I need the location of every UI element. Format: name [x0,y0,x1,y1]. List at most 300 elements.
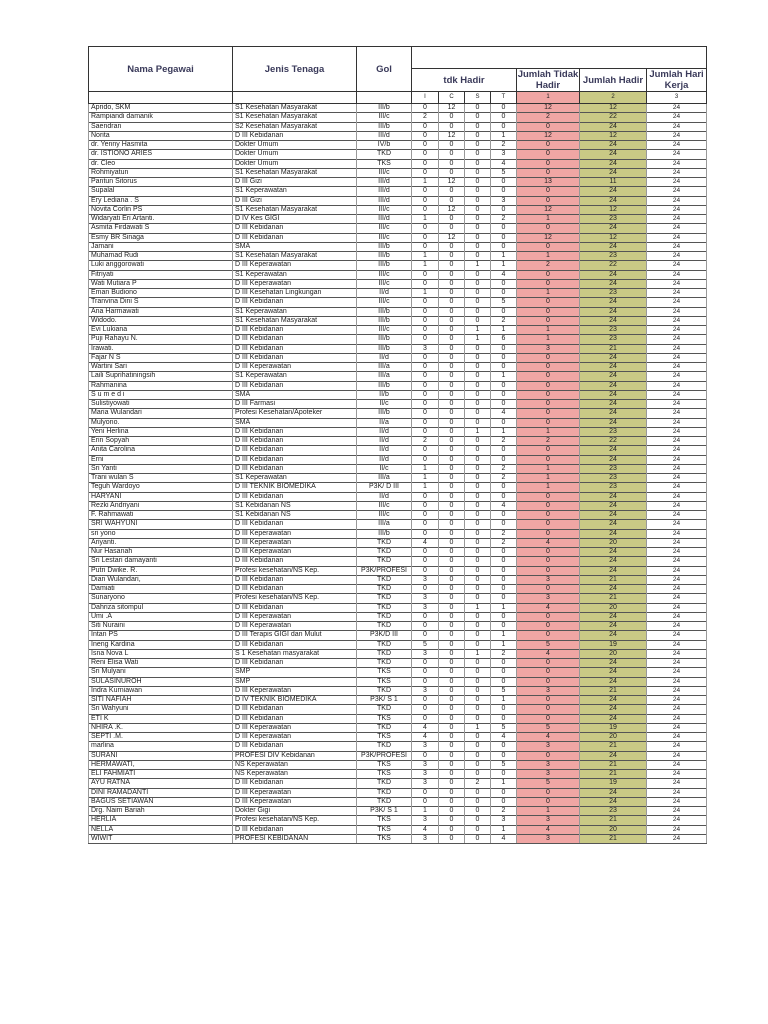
table-row [89,261,707,270]
count-i: 0 [412,585,439,594]
job-type: D III Keperawatan [233,538,357,547]
grade: TKD [357,538,412,547]
count-i: 0 [412,168,439,177]
job-type: S1 Kebidanan NS [233,501,357,510]
employee-name: Puji Rahayu N. [89,335,233,344]
count-c: 0 [439,113,465,122]
count-s: 0 [465,714,491,723]
work-days: 24 [647,131,707,140]
grade: TKD [357,150,412,159]
table-row [89,797,707,806]
grade: TKS [357,825,412,834]
table-row [89,816,707,825]
count-s: 0 [465,409,491,418]
grade: III/a [357,474,412,483]
total-present: 12 [580,233,647,242]
grade: TKD [357,585,412,594]
table-row [89,751,707,760]
total-present: 24 [580,168,647,177]
count-t: 0 [491,622,517,631]
total-absent: 0 [517,548,580,557]
total-present: 24 [580,187,647,196]
work-days: 24 [647,279,707,288]
employee-name: Fitriyati [89,270,233,279]
work-days: 24 [647,714,707,723]
total-present: 24 [580,353,647,362]
count-c: 0 [439,363,465,372]
count-c: 0 [439,566,465,575]
count-t: 0 [491,566,517,575]
employee-name: Yeni Herlina [89,427,233,436]
employee-name: Sulistiyowati [89,400,233,409]
table-row [89,131,707,140]
count-i: 0 [412,372,439,381]
job-type: D III Kebidanan [233,427,357,436]
job-type: S1 Kesehatan Masyarakat [233,113,357,122]
total-present: 19 [580,723,647,732]
total-present: 12 [580,104,647,113]
count-t: 5 [491,760,517,769]
work-days: 24 [647,316,707,325]
table-row [89,141,707,150]
employee-name: Evi Lukiana [89,326,233,335]
grade: III/a [357,363,412,372]
count-c: 0 [439,298,465,307]
grade: III/b [357,104,412,113]
table-row [89,733,707,742]
grade: TKD [357,594,412,603]
count-i: 0 [412,316,439,325]
count-c: 0 [439,649,465,658]
total-absent: 0 [517,797,580,806]
table-body [89,104,707,844]
count-t: 0 [491,668,517,677]
count-t: 0 [491,242,517,251]
work-days: 24 [647,520,707,529]
work-days: 24 [647,418,707,427]
total-absent: 0 [517,501,580,510]
count-t: 0 [491,205,517,214]
employee-name: Rahmanina [89,381,233,390]
count-t: 1 [491,696,517,705]
header-sub-total: 1 [517,92,580,104]
grade: III/b [357,335,412,344]
header-gol: Gol [357,47,412,92]
job-type: D III Kebidanan [233,603,357,612]
count-s: 0 [465,760,491,769]
count-c: 0 [439,538,465,547]
employee-name: NELLA [89,825,233,834]
count-i: 3 [412,779,439,788]
job-type: S1 Kesehatan Masyarakat [233,252,357,261]
grade: P3K/D III [357,631,412,640]
count-i: 0 [412,131,439,140]
count-i: 0 [412,446,439,455]
count-s: 0 [465,825,491,834]
count-c: 0 [439,492,465,501]
count-c: 0 [439,400,465,409]
total-absent: 0 [517,705,580,714]
work-days: 24 [647,307,707,316]
total-absent: 0 [517,224,580,233]
count-i: 0 [412,242,439,251]
count-t: 3 [491,150,517,159]
employee-name: Trani wulan S [89,474,233,483]
count-i: 2 [412,113,439,122]
count-i: 3 [412,344,439,353]
job-type: D III Kebidanan [233,224,357,233]
job-type: D III Kebidanan [233,557,357,566]
count-s: 0 [465,233,491,242]
count-s: 0 [465,511,491,520]
table-row [89,668,707,677]
header-sub-c: C [439,92,465,104]
employee-name: Ana Harmawati [89,307,233,316]
job-type: D III Kebidanan [233,335,357,344]
count-t: 2 [491,316,517,325]
employee-name: marlina [89,742,233,751]
count-t: 1 [491,372,517,381]
grade: II/d [357,427,412,436]
work-days: 24 [647,557,707,566]
count-i: 0 [412,455,439,464]
work-days: 24 [647,261,707,270]
count-t: 0 [491,594,517,603]
work-days: 24 [647,612,707,621]
count-i: 3 [412,575,439,584]
count-t: 0 [491,418,517,427]
count-s: 0 [465,270,491,279]
count-i: 0 [412,668,439,677]
count-s: 0 [465,483,491,492]
total-absent: 12 [517,233,580,242]
employee-name: Widaryati Eri Artanti. [89,215,233,224]
count-s: 1 [465,723,491,732]
count-t: 0 [491,104,517,113]
total-present: 23 [580,483,647,492]
grade: III/c [357,326,412,335]
count-i: 0 [412,797,439,806]
total-present: 21 [580,575,647,584]
job-type: S1 Kesehatan Masyarakat [233,205,357,214]
total-absent: 1 [517,335,580,344]
work-days: 24 [647,381,707,390]
count-s: 0 [465,168,491,177]
table-row [89,168,707,177]
count-c: 0 [439,659,465,668]
total-absent: 0 [517,242,580,251]
total-absent: 2 [517,437,580,446]
total-present: 22 [580,437,647,446]
job-type: SMP [233,677,357,686]
employee-name: HERMAWATI, [89,760,233,769]
job-type: D III Keperawatan [233,797,357,806]
employee-name: WIWIT [89,834,233,843]
count-s: 0 [465,612,491,621]
count-i: 0 [412,390,439,399]
employee-name: Reni Elisa Wati [89,659,233,668]
count-t: 6 [491,335,517,344]
count-i: 0 [412,409,439,418]
job-type: D III Kebidanan [233,520,357,529]
count-i: 3 [412,816,439,825]
grade: TKS [357,668,412,677]
total-present: 20 [580,825,647,834]
table-row [89,150,707,159]
count-s: 0 [465,363,491,372]
job-type: D III Kebidanan [233,455,357,464]
count-c: 0 [439,326,465,335]
grade: TKD [357,788,412,797]
employee-name: Damiati [89,585,233,594]
grade: TKS [357,770,412,779]
table-row [89,538,707,547]
job-type: Profesi kesehatan/NS Kep. [233,816,357,825]
work-days: 24 [647,224,707,233]
count-i: 0 [412,677,439,686]
total-absent: 3 [517,834,580,843]
count-i: 0 [412,279,439,288]
employee-name: S u m e d i [89,390,233,399]
grade: TKD [357,622,412,631]
total-absent: 0 [517,511,580,520]
count-t: 0 [491,279,517,288]
employee-name: dr. Yenny Hasmita [89,141,233,150]
count-t: 2 [491,141,517,150]
employee-name: Widodo. [89,316,233,325]
table-row [89,659,707,668]
table-row [89,548,707,557]
employee-name: Laili Suprihatiningsih [89,372,233,381]
count-c: 0 [439,381,465,390]
count-t: 1 [491,261,517,270]
table-row [89,446,707,455]
count-c: 0 [439,372,465,381]
total-present: 24 [580,797,647,806]
employee-name: Sri Wahyuni [89,705,233,714]
job-type: SMA [233,242,357,251]
count-i: 0 [412,501,439,510]
work-days: 24 [647,215,707,224]
table-row [89,714,707,723]
count-c: 0 [439,159,465,168]
attendance-table [88,46,707,844]
count-c: 0 [439,418,465,427]
count-c: 0 [439,686,465,695]
table-row [89,252,707,261]
count-s: 0 [465,242,491,251]
count-t: 0 [491,770,517,779]
count-i: 5 [412,640,439,649]
grade: III/b [357,122,412,131]
count-s: 0 [465,816,491,825]
count-s: 1 [465,649,491,658]
job-type: D III Kebidanan [233,353,357,362]
total-absent: 12 [517,131,580,140]
work-days: 24 [647,233,707,242]
grade: P3K/PROFESI [357,751,412,760]
count-t: 0 [491,307,517,316]
count-s: 0 [465,797,491,806]
count-s: 0 [465,686,491,695]
total-absent: 4 [517,603,580,612]
work-days: 24 [647,326,707,335]
count-s: 0 [465,353,491,362]
job-type: D III Keperawatan [233,622,357,631]
count-s: 1 [465,326,491,335]
work-days: 24 [647,446,707,455]
count-i: 0 [412,307,439,316]
employee-name: Erin Sopyah [89,437,233,446]
work-days: 24 [647,742,707,751]
work-days: 24 [647,594,707,603]
count-s: 0 [465,659,491,668]
total-present: 24 [580,501,647,510]
job-type: D III Kesehatan Lingkungan [233,289,357,298]
count-t: 1 [491,427,517,436]
table-row [89,566,707,575]
count-c: 0 [439,742,465,751]
count-t: 5 [491,168,517,177]
total-absent: 1 [517,215,580,224]
work-days: 24 [647,631,707,640]
count-c: 0 [439,150,465,159]
total-absent: 3 [517,816,580,825]
total-present: 24 [580,400,647,409]
count-t: 0 [491,714,517,723]
work-days: 24 [647,335,707,344]
total-absent: 1 [517,464,580,473]
count-c: 0 [439,270,465,279]
grade: TKD [357,612,412,621]
employee-name: Ariyanti. [89,538,233,547]
grade: TKD [357,603,412,612]
work-days: 24 [647,104,707,113]
count-c: 0 [439,668,465,677]
employee-name: BAGUS SETIAWAN [89,797,233,806]
total-present: 21 [580,770,647,779]
grade: II/b [357,390,412,399]
count-c: 0 [439,594,465,603]
total-present: 24 [580,150,647,159]
job-type: S1 Keperawatan [233,270,357,279]
table-row [89,427,707,436]
count-c: 0 [439,187,465,196]
total-absent: 0 [517,585,580,594]
grade: III/a [357,372,412,381]
job-type: Profesi Kesehatan/Apoteker [233,409,357,418]
table-row [89,529,707,538]
work-days: 24 [647,696,707,705]
count-s: 0 [465,742,491,751]
total-absent: 0 [517,196,580,205]
count-i: 1 [412,215,439,224]
work-days: 24 [647,372,707,381]
total-present: 24 [580,751,647,760]
job-type: D III Keperawatan [233,261,357,270]
grade: TKS [357,760,412,769]
employee-name: AYU RATNA [89,779,233,788]
count-t: 0 [491,400,517,409]
count-i: 1 [412,474,439,483]
total-absent: 0 [517,363,580,372]
count-c: 0 [439,834,465,843]
job-type: D III Keperawatan [233,529,357,538]
count-c: 0 [439,261,465,270]
total-absent: 0 [517,677,580,686]
count-c: 0 [439,252,465,261]
header-jumlah-hadir: Jumlah Hadir [580,69,647,92]
count-c: 12 [439,131,465,140]
employee-name: Dian Wulandari, [89,575,233,584]
table-row [89,335,707,344]
total-present: 24 [580,298,647,307]
grade: II/d [357,353,412,362]
count-i: 0 [412,224,439,233]
work-days: 24 [647,242,707,251]
table-row [89,390,707,399]
count-t: 0 [491,122,517,131]
employee-name: Esmy BR Sinaga [89,233,233,242]
total-absent: 0 [517,409,580,418]
table-row [89,612,707,621]
count-i: 0 [412,150,439,159]
job-type: D III Kebidanan [233,131,357,140]
count-i: 0 [412,511,439,520]
count-c: 0 [439,141,465,150]
total-absent: 0 [517,631,580,640]
count-i: 0 [412,335,439,344]
job-type: S1 Kesehatan Masyarakat [233,168,357,177]
work-days: 24 [647,705,707,714]
employee-name: Drg. Naim Bariah [89,807,233,816]
count-i: 0 [412,187,439,196]
header-jenis-tenaga: Jenis Tenaga [233,47,357,92]
grade: III/c [357,270,412,279]
count-t: 0 [491,705,517,714]
total-absent: 0 [517,390,580,399]
work-days: 24 [647,501,707,510]
grade: TKS [357,834,412,843]
job-type: SMA [233,390,357,399]
table-row [89,307,707,316]
table-row [89,372,707,381]
grade: III/d [357,187,412,196]
count-s: 0 [465,585,491,594]
total-present: 24 [580,668,647,677]
table-row [89,696,707,705]
count-i: 0 [412,659,439,668]
employee-name: Luki anggorowati [89,261,233,270]
count-s: 0 [465,575,491,584]
total-absent: 1 [517,326,580,335]
count-t: 0 [491,289,517,298]
work-days: 24 [647,178,707,187]
count-s: 0 [465,298,491,307]
table-row [89,770,707,779]
count-c: 0 [439,353,465,362]
work-days: 24 [647,649,707,658]
table-row [89,122,707,131]
table-row [89,344,707,353]
total-absent: 0 [517,714,580,723]
count-i: 0 [412,353,439,362]
count-t: 2 [491,474,517,483]
work-days: 24 [647,659,707,668]
job-type: D III Farmasi [233,400,357,409]
work-days: 24 [647,529,707,538]
employee-name: Norita [89,131,233,140]
